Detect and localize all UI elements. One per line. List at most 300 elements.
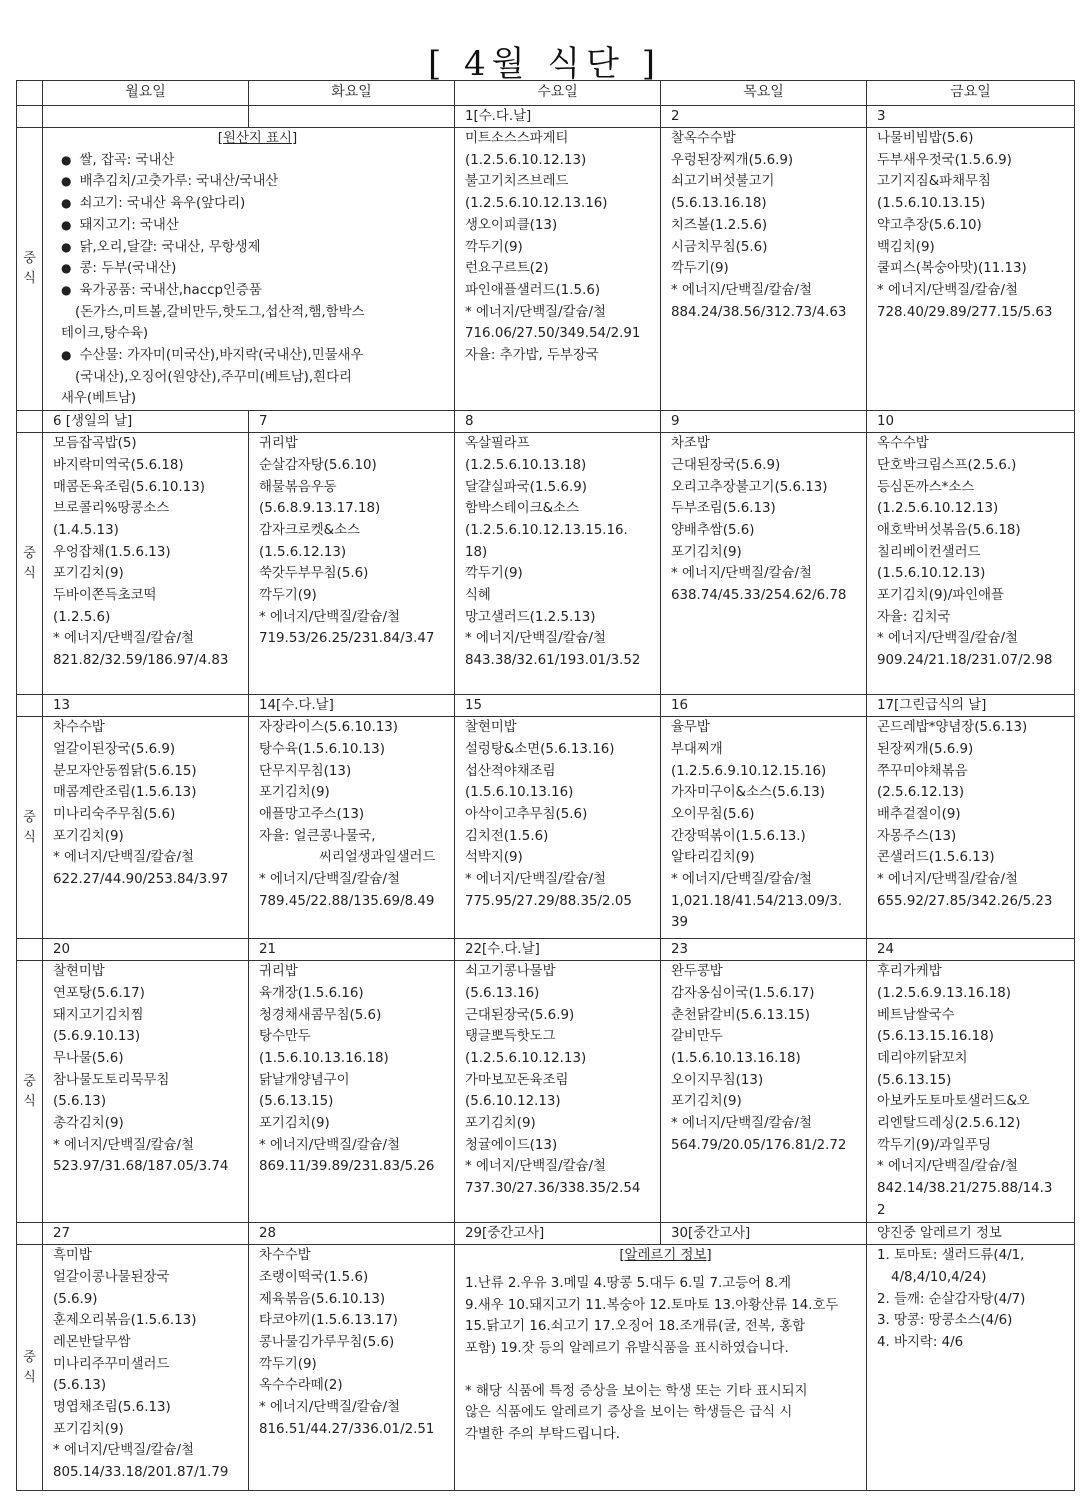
menu-line: 39 [671,915,689,931]
menu-line: 무나물(5.6) [53,1050,124,1066]
menu-line: 레몬반달무쌈 [53,1334,131,1350]
menu-line: 곤드레밥*양념장(5.6.13) [877,720,1028,736]
allergy-note-line: 않은 식품에도 알레르기 증상을 보이는 학생들은 급식 시 [465,1405,793,1421]
meal-label-text: 중식 [23,809,36,845]
menu-line: 섭산적야채조림 [465,763,556,779]
menu-line: 789.45/22.88/135.69/8.49 [259,893,435,909]
menu-line: 옥수수라떼(2) [259,1378,343,1394]
menu-line: 쇠고기버섯불고기 [671,174,775,190]
menu-line: 쭈꾸미야채볶음 [877,763,968,779]
menu-line: 728.40/29.89/277.15/5.63 [877,304,1053,320]
menu-line: 분모자안동찜닭(5.6.15) [53,763,197,779]
menu-line: 씨리얼생과일샐러드 [319,850,436,866]
menu-cell-thursday [661,961,867,1223]
menu-line: 연포탕(5.6.17) [53,985,145,1001]
meal-row [17,961,1075,1223]
menu-line: 아보카도토마토샐러드&오 [877,1094,1030,1110]
menu-line: 근대된장국(5.6.9) [465,1007,575,1023]
menu-line: * 에너지/단백질/칼슘/철 [53,850,194,866]
menu-line: 감자옹심이국(1.5.6.17) [671,985,815,1001]
menu-cell-wednesday [455,128,661,411]
menu-line: 얼갈이콩나물된장국 [53,1269,170,1285]
menu-line: (1.5.6.12.13) [259,544,347,560]
menu-line: 869.11/39.89/231.83/5.26 [259,1159,435,1175]
allergy-note-line: 각별한 주의 부탁드립니다. [465,1427,621,1443]
menu-line: 브로콜리%땅콩소스 [53,501,170,517]
menu-line: (5.6.13.16.18) [671,196,767,212]
origin-item-detail: 새우(베트남) [61,391,137,407]
menu-line: * 에너지/단백질/칼슘/철 [465,872,606,888]
meal-row [17,433,1075,695]
menu-line: 쿨피스(복숭아맛)(11.13) [877,261,1027,277]
menu-line: 자장라이스(5.6.10.13) [259,720,399,736]
menu-cell-friday [867,961,1075,1223]
menu-line: * 에너지/단백질/칼슘/철 [877,282,1018,298]
origin-info-cell [43,128,455,411]
menu-line: 719.53/26.25/231.84/3.47 [259,631,435,647]
date-cell-tuesday: 14[수.다.날] [249,695,455,717]
menu-line: 미나리주꾸미샐러드 [53,1356,170,1372]
allergy-code-line: 9.새우 10.돼지고기 11.복숭아 12.토마토 13.아황산류 14.호두 [465,1297,839,1313]
meal-label [17,128,43,411]
yangjin-allergy-line: 2. 들깨: 순살감자탕(4/7) [877,1291,1026,1307]
menu-cell-thursday [661,433,867,695]
menu-line: 843.38/32.61/193.01/3.52 [465,653,641,669]
menu-line: 쇠고기콩나물밥 [465,964,556,980]
date-cell-monday: 27 [43,1223,249,1245]
menu-line: 깍두기(9) [671,261,729,277]
menu-table [16,80,1075,1491]
weekday-monday: 월요일 [43,81,249,106]
menu-line: 부대찌개 [671,741,723,757]
meal-row [17,128,1075,411]
meal-label [17,961,43,1223]
menu-line: 564.79/20.05/176.81/2.72 [671,1137,847,1153]
menu-line: 638.74/45.33/254.62/6.78 [671,588,847,604]
menu-line: 순살감자탕(5.6.10) [259,457,377,473]
menu-line: * 에너지/단백질/칼슘/철 [465,631,606,647]
date-row [17,939,1075,961]
menu-line: (1.2.5.6.9.13.16.18) [877,985,1011,1001]
menu-line: 자율: 김치국 [877,609,951,625]
menu-cell-thursday [661,717,867,939]
yangjin-allergy-line: 3. 땅콩: 땅콩소스(4/6) [877,1313,1013,1329]
menu-line: 얼갈이된장국(5.6.9) [53,741,176,757]
date-cell-wednesday: 22[수.다.날] [455,939,661,961]
date-cell-tuesday: 7 [249,411,455,433]
date-cell-wednesday: 8 [455,411,661,433]
meal-label [17,717,43,939]
menu-line: 완두콩밥 [671,964,723,980]
menu-line: (1.2.5.6.10.12.13) [877,501,999,517]
menu-cell-tuesday [249,1245,455,1491]
menu-cell-friday [867,433,1075,695]
allergy-code-line: 1.난류 2.우유 3.메밀 4.땅콩 5.대두 6.밀 7.고등어 8.게 [465,1275,792,1291]
menu-line: 감자크로켓&소스 [259,522,360,538]
allergy-code-line: 15.닭고기 16.쇠고기 17.오징어 18.조개류(굴, 전복, 홍합 [465,1319,806,1335]
allergy-gap [465,1360,866,1381]
menu-line: 단호박크림스프(2.5.6.) [877,457,1017,473]
yangjin-allergy-line: 4. 바지락: 4/6 [877,1334,964,1350]
menu-line: 포기김치(9) [53,828,124,844]
menu-line: 고기지짐&파채무침 [877,174,991,190]
menu-line: 김치전(1.5.6) [465,828,549,844]
menu-line: 치즈볼(1.2.5.6) [671,217,768,233]
menu-cell-tuesday [249,717,455,939]
menu-cell-monday [43,961,249,1223]
menu-line: 식혜 [465,588,491,604]
menu-line: 타코야끼(1.5.6.13.17) [259,1313,398,1329]
menu-line: (1.2.5.6.10.12.13) [465,152,587,168]
corner-cell [17,81,43,106]
date-cell-wednesday: 29[중간고사] [455,1223,661,1245]
weekday-tuesday: 화요일 [249,81,455,106]
menu-line: 애플망고주스(13) [259,806,365,822]
yangjin-allergy-cell [867,1245,1075,1491]
date-row-side [17,1223,43,1245]
menu-line: 아삭이고추무침(5.6) [465,806,588,822]
menu-line: * 에너지/단백질/칼슘/철 [671,566,812,582]
menu-line: 차수수밥 [259,1248,311,1264]
menu-line: 런요구르트(2) [465,261,549,277]
menu-line: 탱글뽀득핫도그 [465,1029,556,1045]
menu-line: 오리고추장불고기(5.6.13) [671,479,828,495]
menu-line: * 에너지/단백질/칼슘/철 [671,282,812,298]
menu-line: 나물비빔밥(5.6) [877,131,974,146]
menu-line: 842.14/38.21/275.88/14.3 [877,1181,1053,1197]
menu-cell-thursday [661,128,867,411]
origin-title: [원산지 표시] [217,131,298,146]
menu-line: (1.5.6.10.12.13) [877,566,986,582]
yangjin-allergy-line: 1. 토마토: 샐러드류(4/1, [877,1248,1025,1264]
origin-item-detail: 테이크,탕수육) [61,326,149,342]
date-cell-friday: 10 [867,411,1075,433]
menu-line: 매콤돈육조림(5.6.10.13) [53,479,205,495]
allergy-info-cell [455,1245,867,1491]
menu-line: 775.95/27.29/88.35/2.05 [465,893,632,909]
meal-row [17,717,1075,939]
menu-line: 청경채새콤무침(5.6) [259,1007,382,1023]
meal-label-text: 중식 [23,1073,36,1109]
menu-line: 닭날개양념구이 [259,1072,350,1088]
menu-line: (5.6.9) [53,1291,98,1307]
menu-line: 흑미밥 [53,1248,92,1264]
date-row-side [17,106,43,128]
menu-line: 애호박버섯볶음(5.6.18) [877,522,1021,538]
menu-line: 두부새우젓국(1.5.6.9) [877,152,1012,168]
menu-line: 두바이쫀득초코떡 [53,588,157,604]
origin-item-detail: (돈가스,미트볼,갈비만두,핫도그,섭산적,햄,함박스 [75,304,365,320]
menu-cell-friday [867,717,1075,939]
menu-line: (1.5.6.10.13.16) [465,785,574,801]
origin-item: ● 쇠고기: 국내산 육우(앞다리) [61,193,454,215]
menu-line: 오이지무침(13) [671,1072,764,1088]
meal-label-text: 중식 [23,1349,36,1385]
origin-item: ● 수산물: 가자미(미국산),바지락(국내산),민물새우 [61,345,454,367]
date-cell-tuesday [249,106,455,128]
menu-line: 시금치무침(5.6) [671,239,768,255]
menu-line: * 에너지/단백질/칼슘/철 [465,1159,606,1175]
menu-line: * 에너지/단백질/칼슘/철 [53,631,194,647]
date-cell-thursday: 2 [661,106,867,128]
menu-line: (5.6.13) [53,1094,107,1110]
weekday-friday: 금요일 [867,81,1075,106]
menu-line: 716.06/27.50/349.54/2.91 [465,326,641,342]
menu-line: 자몽주스(13) [877,828,957,844]
menu-line: 탕수만두 [259,1029,311,1045]
date-cell-thursday: 30[중간고사] [661,1223,867,1245]
menu-line: 포기김치(9) [259,785,330,801]
origin-item: ● 닭,오리,달걀: 국내산, 무항생제 [61,237,454,259]
menu-line: (5.6.13.15) [259,1094,334,1110]
date-cell-monday: 6 [생일의 날] [43,411,249,433]
menu-line: 리엔탈드레싱(2.5.6.12) [877,1116,1021,1132]
date-cell-wednesday: 15 [455,695,661,717]
menu-line: 망고샐러드(1.2.5.13) [465,609,596,625]
menu-line: * 에너지/단백질/칼슘/철 [259,609,400,625]
menu-line: 찰현미밥 [53,964,105,980]
menu-line: 차수수밥 [53,720,105,736]
date-row-side [17,411,43,433]
menu-line: 배추겉절이(9) [877,806,961,822]
menu-line: 생오이피클(13) [465,217,558,233]
menu-line: (5.6.13.16) [465,985,540,1001]
menu-line: 816.51/44.27/336.01/2.51 [259,1421,435,1437]
menu-line: 간장떡볶이(1.5.6.13.) [671,828,806,844]
menu-line: * 에너지/단백질/칼슘/철 [877,872,1018,888]
weekday-header-row [17,81,1075,106]
menu-line: * 에너지/단백질/칼슘/철 [877,631,1018,647]
menu-line: 737.30/27.36/338.35/2.54 [465,1181,641,1197]
menu-line: 깍두기(9) [465,566,523,582]
meal-label-text: 중식 [23,251,36,287]
menu-line: 포기김치(9) [53,1421,124,1437]
origin-item: ● 배추김치/고춧가루: 국내산/국내산 [61,171,454,193]
menu-line: 깍두기(9) [259,588,317,604]
menu-line: 차조밥 [671,436,710,452]
date-row [17,411,1075,433]
menu-line: 총각김치(9) [53,1116,124,1132]
menu-cell-wednesday [455,717,661,939]
menu-line: 미나리숙주무침(5.6) [53,806,176,822]
menu-line: * 에너지/단백질/칼슘/철 [53,1137,194,1153]
menu-line: 조랭이떡국(1.5.6) [259,1269,369,1285]
menu-line: 포기김치(9)/파인애플 [877,588,1004,604]
menu-line: (5.6.13.15.16.18) [877,1029,994,1045]
menu-line: 된장찌개(5.6.9) [877,741,974,757]
menu-line: * 에너지/단백질/칼슘/철 [259,1137,400,1153]
date-cell-thursday: 16 [661,695,867,717]
menu-line: 등심돈까스*소스 [877,479,975,495]
menu-line: 모듬잡곡밥(5) [53,436,137,452]
menu-line: 포기김치(9) [259,1116,330,1132]
menu-line: 2 [877,1202,886,1218]
menu-line: 바지락미역국(5.6.18) [53,457,184,473]
menu-line: 명엽채조림(5.6.13) [53,1400,171,1416]
menu-line: 파인애플샐러드(1.5.6) [465,282,601,298]
menu-line: 포기김치(9) [671,544,742,560]
menu-line: 약고추장(5.6.10) [877,217,982,233]
menu-cell-monday [43,1245,249,1491]
menu-line: (5.6.13.15) [877,1072,952,1088]
menu-line: 제육볶음(5.6.10.13) [259,1291,386,1307]
menu-line: 양배추쌈(5.6) [671,522,755,538]
menu-line: 두부조림(5.6.13) [671,501,776,517]
meal-label [17,433,43,695]
menu-line: 가자미구이&소스(5.6.13) [671,785,826,801]
allergy-code-line: 포함) 19.잣 등의 알레르기 유발식품을 표시하였습니다. [465,1340,789,1356]
menu-line: (1.5.6.10.13.16.18) [671,1050,801,1066]
menu-line: (1.2.5.6) [53,609,111,625]
menu-line: * 에너지/단백질/칼슘/철 [53,1443,194,1459]
menu-line: 오이무침(5.6) [671,806,755,822]
menu-line: 달걀실파국(1.5.6.9) [465,479,587,495]
date-cell-thursday: 9 [661,411,867,433]
menu-line: 655.92/27.85/342.26/5.23 [877,893,1053,909]
meal-row [17,1245,1075,1491]
menu-line: (1.5.6.10.13.16.18) [259,1050,389,1066]
menu-cell-tuesday [249,433,455,695]
date-row-side [17,939,43,961]
menu-line: 귀리밥 [259,964,298,980]
menu-line: 1,021.18/41.54/213.09/3. [671,893,843,909]
menu-cell-friday [867,128,1075,411]
menu-line: (5.6.8.9.13.17.18) [259,501,381,517]
menu-line: 율무밥 [671,720,710,736]
menu-line: 석박지(9) [465,850,523,866]
date-row [17,1223,1075,1245]
menu-line: 청귤에이드(13) [465,1137,558,1153]
menu-line: 알타리김치(9) [671,850,755,866]
date-row [17,695,1075,717]
menu-line: 귀리밥 [259,436,298,452]
weekday-wednesday: 수요일 [455,81,661,106]
menu-line: 18) [465,544,488,560]
menu-line: 쑥갓두부무침(5.6) [259,566,369,582]
menu-line: 805.14/33.18/201.87/1.79 [53,1465,229,1481]
menu-line: 821.82/32.59/186.97/4.83 [53,653,229,669]
allergy-note-line: * 해당 식품에 특정 증상을 보이는 학생 또는 기타 표시되지 [465,1383,808,1399]
menu-line: * 에너지/단백질/칼슘/철 [671,872,812,888]
menu-line: 후리가케밥 [877,964,942,980]
menu-line: 909.24/21.18/231.07/2.98 [877,653,1053,669]
menu-line: 베트남쌀국수 [877,1007,955,1023]
menu-line: * 에너지/단백질/칼슘/철 [259,1400,400,1416]
date-cell-monday: 13 [43,695,249,717]
date-cell-friday: 17[그린급식의 날] [867,695,1075,717]
meal-label [17,1245,43,1491]
date-row-side [17,695,43,717]
date-cell-friday: 3 [867,106,1075,128]
menu-line: * 에너지/단백질/칼슘/철 [877,1159,1018,1175]
menu-line: 깍두기(9) [465,239,523,255]
yangjin-allergy-line: 4/8,4/10,4/24) [891,1269,987,1285]
menu-line: 춘천닭갈비(5.6.13.15) [671,1007,811,1023]
menu-line: (1.2.5.6.9.10.12.15.16) [671,763,827,779]
menu-line: 884.24/38.56/312.73/4.63 [671,304,847,320]
menu-line: 찰옥수수밥 [671,131,736,146]
menu-line: 우렁된장찌개(5.6.9) [671,152,794,168]
menu-line: 콩나물김가루무침(5.6) [259,1334,395,1350]
date-cell-tuesday: 28 [249,1223,455,1245]
menu-line: 불고기치즈브레드 [465,174,569,190]
menu-line: 갈비만두 [671,1029,723,1045]
menu-line: * 에너지/단백질/칼슘/철 [465,304,606,320]
menu-line: 설렁탕&소면(5.6.13.16) [465,741,615,757]
menu-line: 근대된장국(5.6.9) [671,457,781,473]
date-cell-friday: 24 [867,939,1075,961]
menu-cell-monday [43,717,249,939]
menu-line: 해물볶음우동 [259,479,337,495]
menu-line: 찰현미밥 [465,720,517,736]
menu-line: (5.6.13) [53,1378,107,1394]
menu-line: 콘샐러드(1.5.6.13) [877,850,995,866]
origin-item: ● 육가공품: 국내산,haccp인증품 [61,280,454,302]
date-cell-friday: 양진중 알레르기 정보 [867,1223,1075,1245]
date-cell-tuesday: 21 [249,939,455,961]
menu-line: 돼지고기김치찜 [53,1007,144,1023]
menu-body [17,81,1075,1491]
menu-line: 옥살필라프 [465,436,530,452]
date-cell-monday [43,106,249,128]
menu-line: (1.2.5.6.10.12.13) [465,1050,587,1066]
menu-line: * 에너지/단백질/칼슘/철 [259,872,400,888]
origin-item: ● 콩: 두부(국내산) [61,258,454,280]
menu-line: 622.27/44.90/253.84/3.97 [53,872,229,888]
menu-line: 칠리베이컨샐러드 [877,544,981,560]
menu-line: 가마보꼬돈육조림 [465,1072,569,1088]
date-cell-thursday: 23 [661,939,867,961]
menu-line: 옥수수밥 [877,436,929,452]
date-cell-monday: 20 [43,939,249,961]
menu-cell-wednesday [455,433,661,695]
menu-line: (2.5.6.12.13) [877,785,965,801]
weekday-thursday: 목요일 [661,81,867,106]
menu-line: 훈제오리볶음(1.5.6.13) [53,1313,197,1329]
date-cell-wednesday: 1[수.다.날] [455,106,661,128]
menu-cell-tuesday [249,961,455,1223]
origin-item-detail: (국내산),오징어(원양산),주꾸미(베트남),흰다리 [75,369,352,385]
menu-line: (1.2.5.6.10.13.18) [465,457,587,473]
menu-line: 참나물도토리묵무침 [53,1072,170,1088]
menu-line: 자율: 추가밥, 두부장국 [465,348,599,364]
menu-line: 자율: 얼큰콩나물국, [259,828,376,844]
menu-line: 단무지무침(13) [259,763,352,779]
menu-line: 탕수육(1.5.6.10.13) [259,741,385,757]
menu-line: 매콤계란조림(1.5.6.13) [53,785,197,801]
menu-line: 육개장(1.5.6.16) [259,985,364,1001]
menu-line: 깍두기(9)/과일푸딩 [877,1137,992,1153]
menu-line: 우엉잡채(1.5.6.13) [53,544,171,560]
menu-line: 미트소스스파게티 [465,131,569,146]
menu-line: (5.6.9.10.13) [53,1029,141,1045]
menu-line: 포기김치(9) [465,1116,536,1132]
menu-line: 깍두기(9) [259,1356,317,1372]
date-row [17,106,1075,128]
meal-label-text: 중식 [23,545,36,581]
menu-line: (1.4.5.13) [53,522,119,538]
menu-line: * 에너지/단백질/칼슘/철 [671,1116,812,1132]
allergy-title: [알레르기 정보] [619,1248,712,1264]
menu-line: (1.5.6.10.13.15) [877,196,986,212]
menu-line: (1.2.5.6.10.12.13.15.16. [465,522,628,538]
menu-cell-wednesday [455,961,661,1223]
menu-line: 백김치(9) [877,239,935,255]
menu-line: (5.6.10.12.13) [465,1094,561,1110]
menu-line: 포기김치(9) [671,1094,742,1110]
menu-line: 포기김치(9) [53,566,124,582]
origin-item: ● 돼지고기: 국내산 [61,215,454,237]
